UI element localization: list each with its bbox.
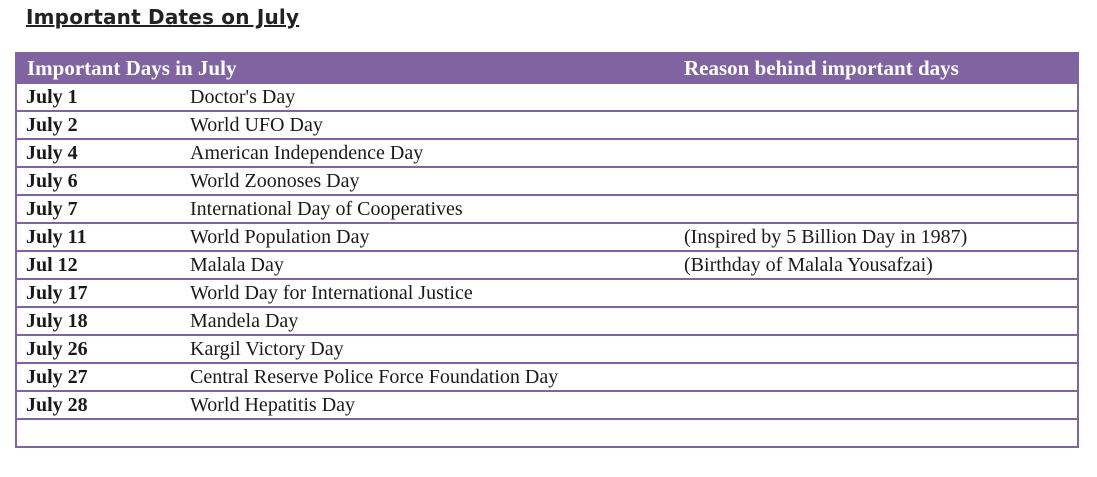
table-row (16, 279, 1078, 307)
header-important-days: Important Days in July (16, 53, 673, 83)
date-cell: July 2 (16, 111, 180, 139)
day-name-cell: Central Reserve Police Force Foundation Day (180, 363, 673, 391)
day-name-cell: American Independence Day (180, 139, 673, 167)
important-dates-table-container (15, 52, 1077, 448)
date-cell: July 17 (16, 279, 180, 307)
reason-cell: (Birthday of Malala Yousafzai) (673, 251, 1078, 279)
date-cell (16, 419, 180, 447)
day-name-cell: World UFO Day (180, 111, 673, 139)
date-cell: July 6 (16, 167, 180, 195)
day-name-cell: International Day of Cooperatives (180, 195, 673, 223)
date-cell: July 28 (16, 391, 180, 419)
table-row (16, 83, 1078, 111)
reason-cell (673, 83, 1078, 111)
table-row (16, 419, 1078, 447)
table-row (16, 391, 1078, 419)
day-name-cell: World Hepatitis Day (180, 391, 673, 419)
day-name-cell: Malala Day (180, 251, 673, 279)
day-name-cell: Doctor's Day (180, 83, 673, 111)
table-row (16, 335, 1078, 363)
date-cell: July 7 (16, 195, 180, 223)
table-row (16, 111, 1078, 139)
reason-cell: (Inspired by 5 Billion Day in 1987) (673, 223, 1078, 251)
reason-cell (673, 195, 1078, 223)
table-row (16, 307, 1078, 335)
date-cell: July 26 (16, 335, 180, 363)
date-cell: July 11 (16, 223, 180, 251)
day-name-cell: Kargil Victory Day (180, 335, 673, 363)
date-cell: July 18 (16, 307, 180, 335)
date-cell: Jul 12 (16, 251, 180, 279)
day-name-cell: World Day for International Justice (180, 279, 673, 307)
day-name-cell (180, 419, 673, 447)
reason-cell (673, 167, 1078, 195)
table-row (16, 223, 1078, 251)
important-dates-table (15, 52, 1079, 448)
day-name-cell: Mandela Day (180, 307, 673, 335)
day-name-cell: World Population Day (180, 223, 673, 251)
reason-cell (673, 335, 1078, 363)
page-title: Important Dates on July (26, 5, 300, 29)
date-cell: July 1 (16, 83, 180, 111)
table-body (16, 83, 1078, 447)
reason-cell (673, 111, 1078, 139)
reason-cell (673, 139, 1078, 167)
table-row (16, 195, 1078, 223)
reason-cell (673, 307, 1078, 335)
table-row (16, 363, 1078, 391)
table-row (16, 139, 1078, 167)
table-row (16, 167, 1078, 195)
header-reason: Reason behind important days (673, 53, 1078, 83)
date-cell: July 4 (16, 139, 180, 167)
reason-cell (673, 419, 1078, 447)
date-cell: July 27 (16, 363, 180, 391)
reason-cell (673, 363, 1078, 391)
reason-cell (673, 279, 1078, 307)
reason-cell (673, 391, 1078, 419)
table-row (16, 251, 1078, 279)
table-header-row (16, 53, 1078, 83)
day-name-cell: World Zoonoses Day (180, 167, 673, 195)
